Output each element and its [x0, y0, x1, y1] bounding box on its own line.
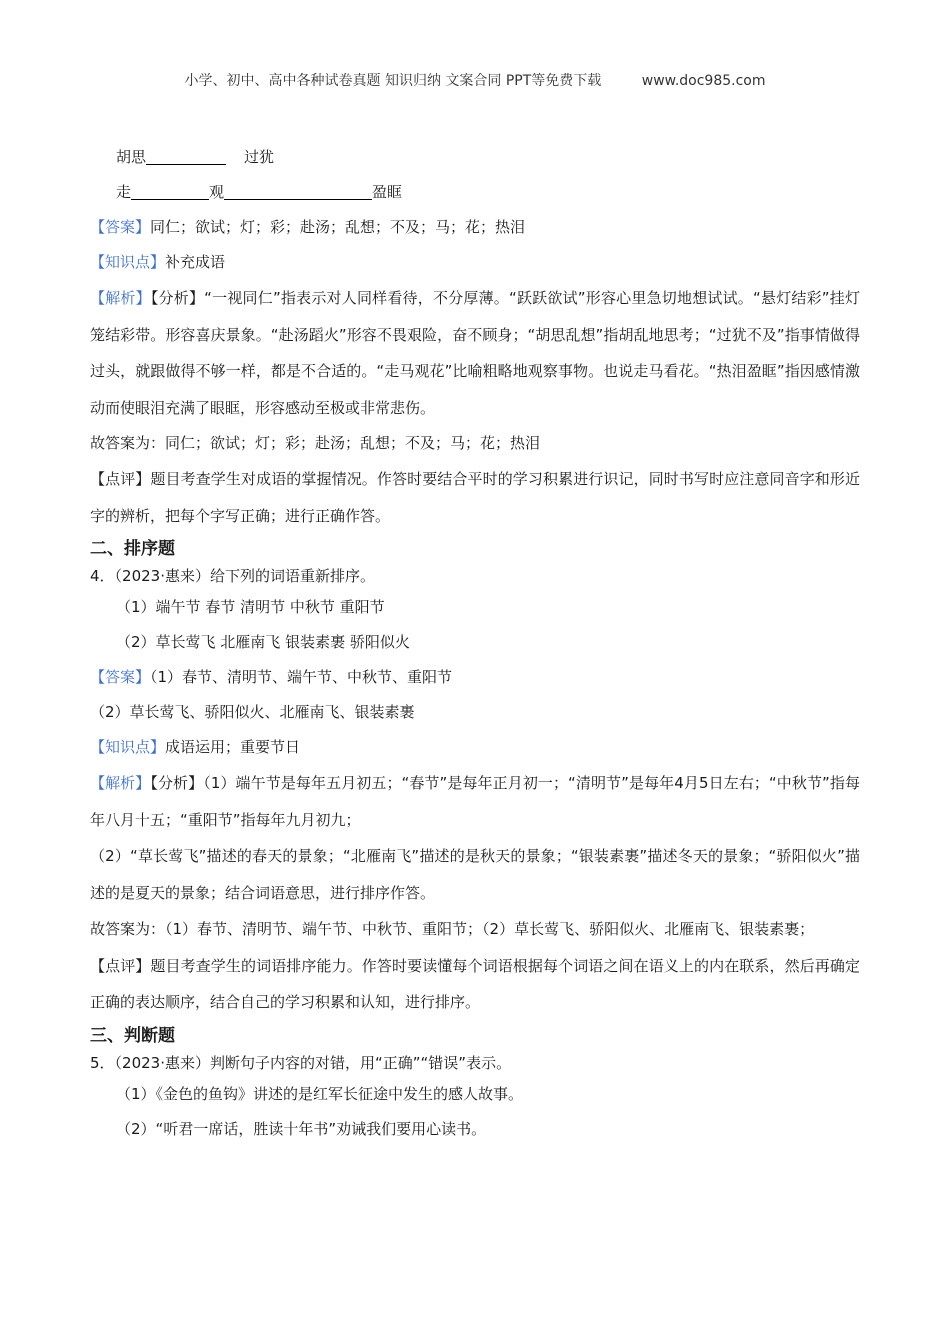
page-header — [0, 70, 950, 90]
section-title: 三、判断题 — [90, 1025, 175, 1046]
analysis-text: 【分析】“一视同仁”指表示对人同样看待，不分厚薄。“跃跃欲试”形容心里急切地想试试。“悬灯结彩”挂灯笼结彩带。形容喜庆景象。“赴汤蹈火”形容不畏艰险，奋不顾身；“胡思乱想”指胡乱地思考；“过犹不及”指事情做得过头，就跟做得不够一样，都是不合适的。“走马观花”比喻粗略地观察事物。也说走马看花。“热泪盈眶”指因感情激动而使眼泪充满了眼眶，形容感动至极或非常悲伤。 — [90, 289, 860, 417]
fill-text: 过犹 — [244, 148, 275, 166]
q4-item-2: （2）草长莺飞 北雁南飞 银装素裹 骄阳似火 — [116, 633, 410, 651]
answer-blank — [224, 183, 372, 200]
q4-final-answer: 故答案为：（1）春节、清明节、端午节、中秋节、重阳节；（2）草长莺飞、骄阳似火、北雁南飞、银装素裹； — [90, 920, 815, 938]
q3-answer — [90, 210, 860, 245]
analysis-tag: 【解析】 — [90, 289, 151, 307]
knowledge-text: 成语运用；重要节日 — [165, 738, 301, 756]
q3-knowledge-point — [90, 245, 860, 280]
document-body — [90, 140, 860, 1147]
q4-answer — [90, 660, 860, 695]
fill-text: 盈眶 — [372, 183, 403, 201]
q5-item-1: （1）《金色的鱼钩》讲述的是红军长征途中发生的感人故事。 — [116, 1084, 524, 1103]
q5-stem: 5．（2023·惠来）判断句子内容的对错，用“正确”“错误”表示。 — [90, 1053, 512, 1072]
q3-analysis — [90, 280, 860, 426]
answer-text: 同仁；欲试；灯；彩；赴汤；乱想；不及；马；花；热泪 — [150, 218, 526, 236]
answer-tag: 【答案】 — [90, 218, 151, 236]
fill-row-1 — [90, 140, 860, 175]
q4-analysis-2: （2）“草长莺飞”描述的春天的景象；“北雁南飞”描述的是秋天的景象；“银装素裹”描述冬天的景象；“骄阳似火”描述的是夏天的景象；结合词语意思，进行排序作答。 — [90, 847, 860, 902]
q4-stem: 4．（2023·惠来）给下列的词语重新排序。 — [90, 567, 375, 585]
q4-analysis — [90, 765, 860, 838]
analysis-tag: 【解析】 — [90, 774, 151, 792]
q4-item-1: （1）端午节 春节 清明节 中秋节 重阳节 — [116, 598, 385, 616]
q4-answer-2: （2）草长莺飞、骄阳似火、北雁南飞、银装素裹 — [90, 703, 415, 721]
q4-knowledge-point — [90, 730, 860, 765]
q3-comment: 【点评】题目考查学生对成语的掌握情况。作答时要结合平时的学习积累进行识记，同时书写时应注意同音字和形近字的辨析，把每个字写正确；进行正确作答。 — [90, 470, 860, 525]
fill-text: 观 — [209, 183, 225, 201]
fill-text: 走 — [116, 183, 132, 201]
knowledge-text: 补充成语 — [165, 253, 226, 271]
header-text: 小学、初中、高中各种试卷真题 知识归纳 文案合同 PPT等免费下载 — [184, 73, 602, 89]
answer-tag: 【答案】 — [90, 668, 151, 686]
answer-text: （1）春节、清明节、端午节、中秋节、重阳节 — [150, 668, 453, 686]
analysis-text: 【分析】（1）端午节是每年五月初五；“春节”是每年正月初一；“清明节”是每年4月5日左右；“中秋节”指每年八月十五；“重阳节”指每年九月初九； — [90, 774, 860, 829]
q3-final-answer: 故答案为：同仁；欲试；灯；彩；赴汤；乱想；不及；马；花；热泪 — [90, 434, 541, 452]
section-title: 二、排序题 — [90, 539, 175, 559]
header-site[interactable]: www.doc985.com — [641, 73, 766, 89]
q4-comment: 【点评】题目考查学生的词语排序能力。作答时要读懂每个词语根据每个词语之间在语义上的内在联系，然后再确定正确的表达顺序，结合自己的学习积累和认知，进行排序。 — [90, 956, 860, 1011]
knowledge-tag: 【知识点】 — [90, 253, 166, 271]
answer-blank — [146, 148, 226, 165]
q5-item-2: （2）“听君一席话，胜读十年书”劝诫我们要用心读书。 — [116, 1119, 487, 1138]
fill-text: 胡思 — [116, 148, 147, 166]
knowledge-tag: 【知识点】 — [90, 738, 166, 756]
fill-row-2 — [90, 175, 860, 210]
answer-blank — [131, 183, 209, 200]
